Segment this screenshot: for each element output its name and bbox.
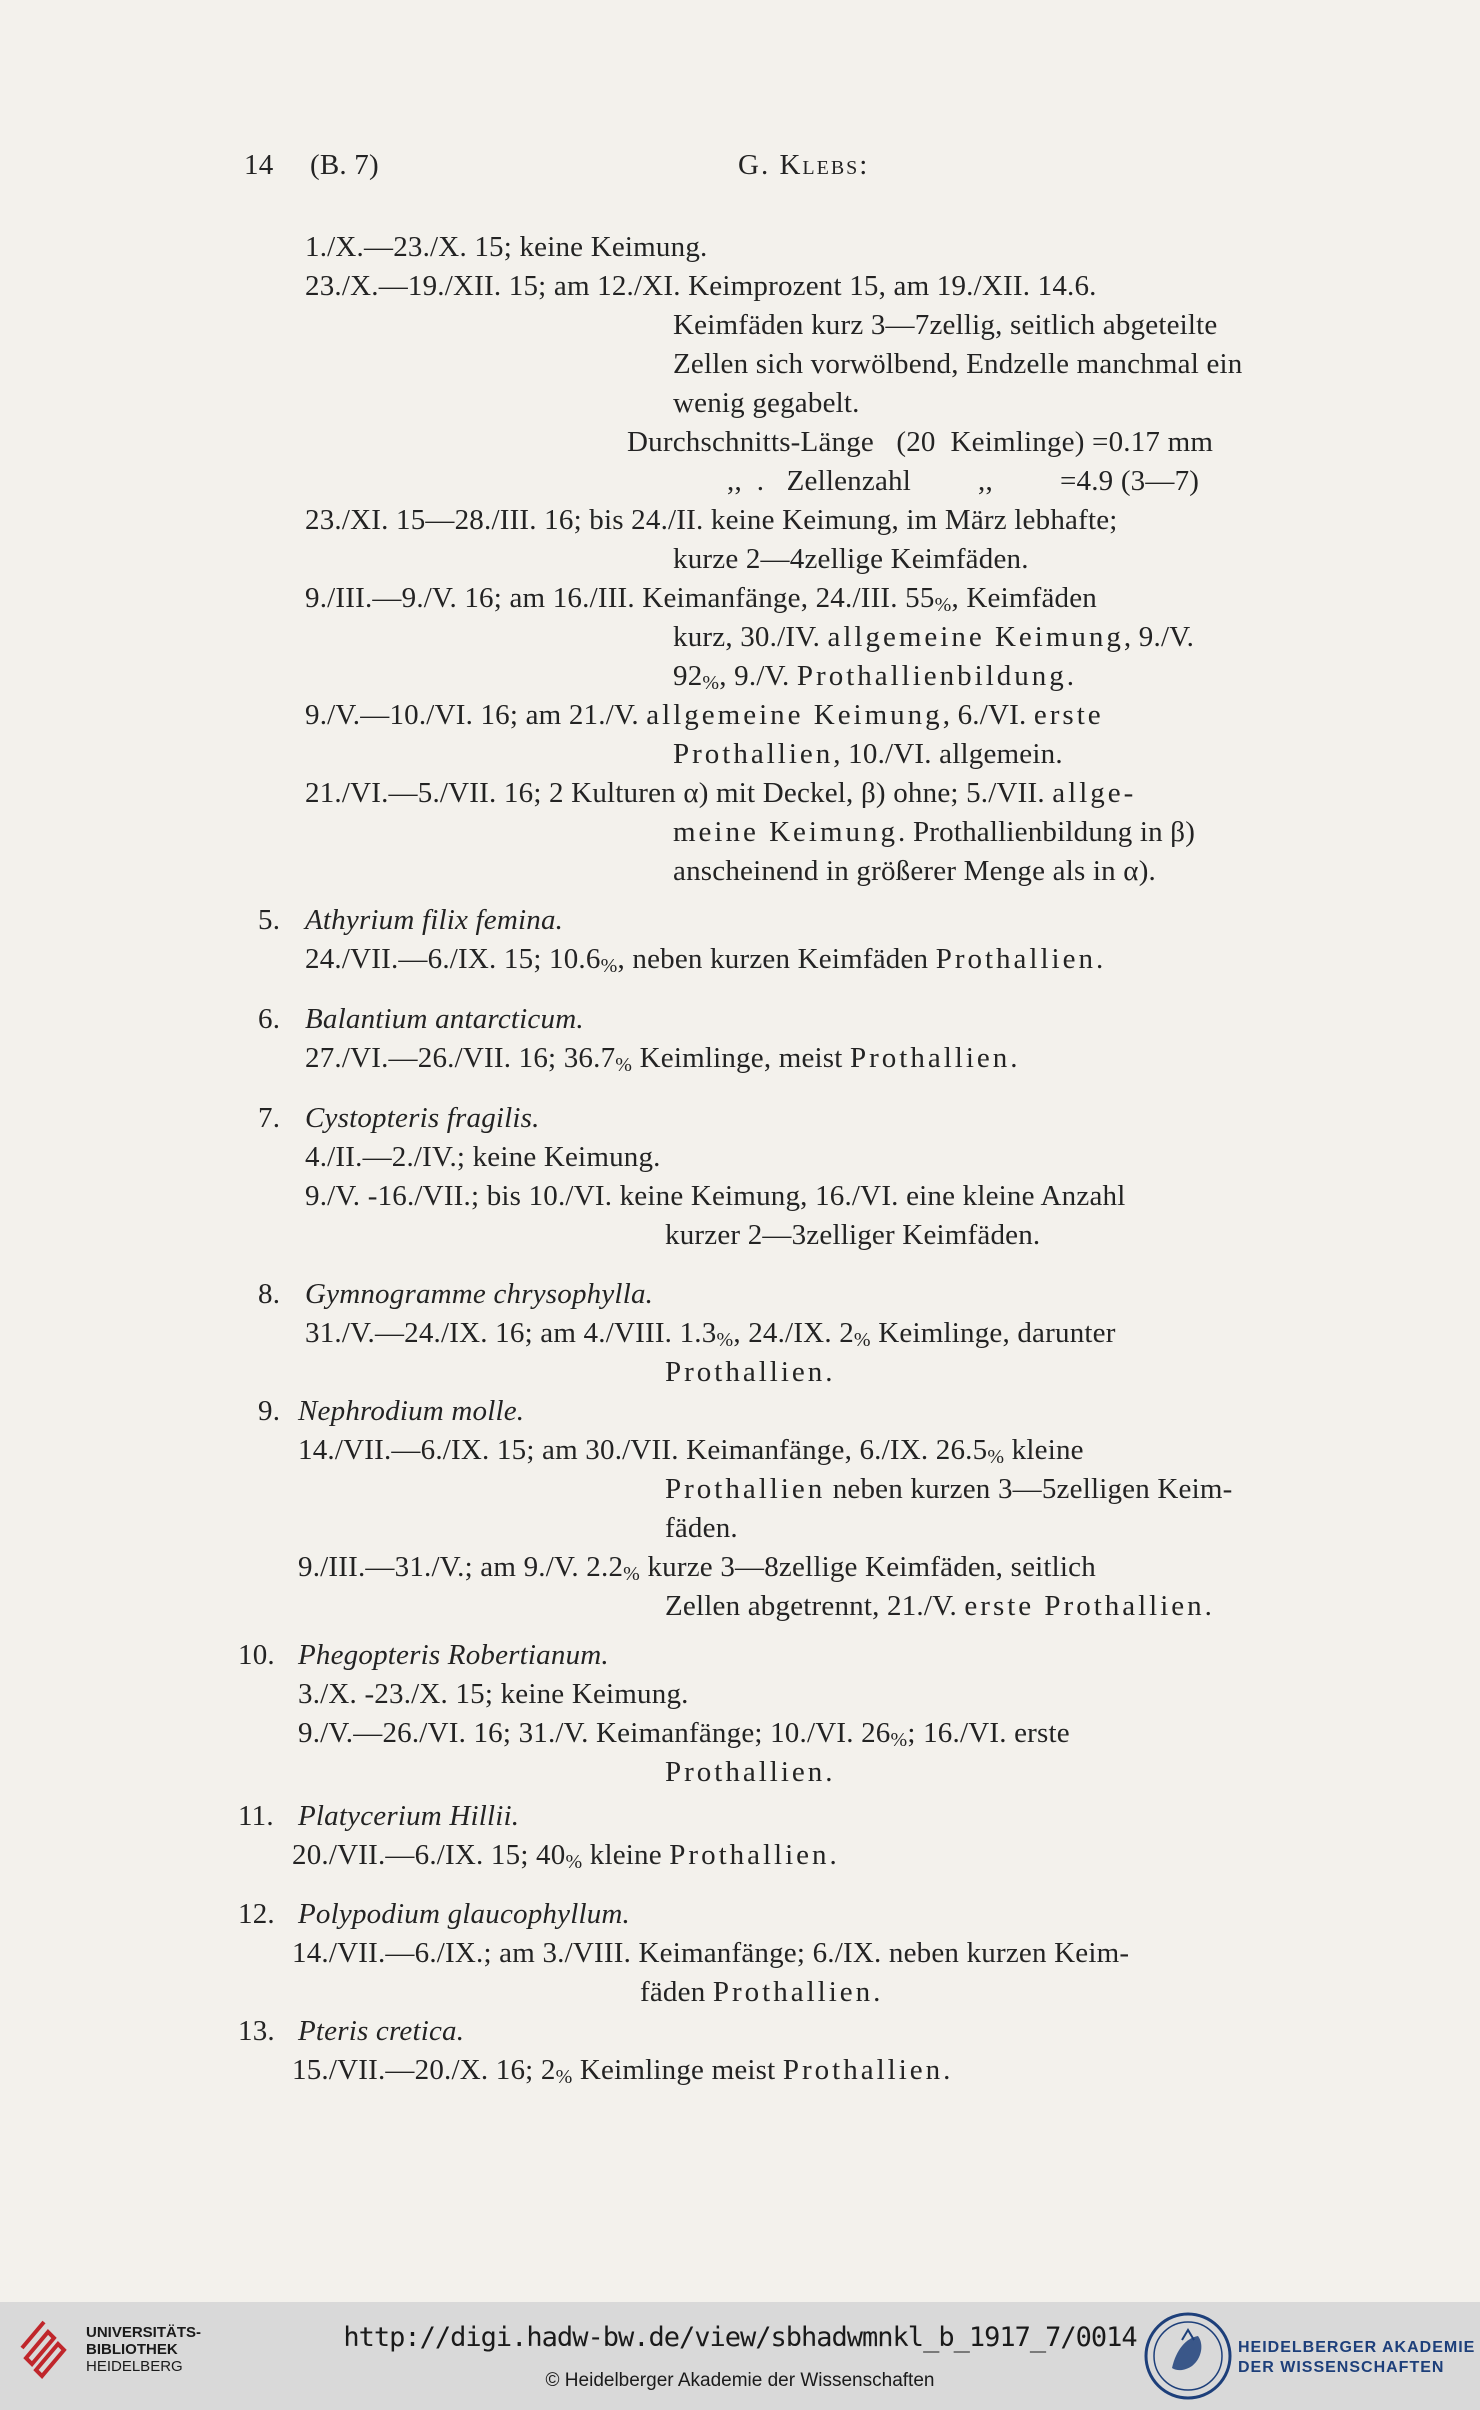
running-author: G. Klebs: [738, 149, 870, 181]
entry-number: 6. [258, 1003, 281, 1035]
text-line: anscheinend in größerer Menge als in α). [673, 855, 1157, 887]
text-line: $92_{\%}$, 9./V. Prothallienbildung. [673, 660, 1078, 694]
digitization-footer [0, 2302, 1480, 2410]
species-name: Platycerium Hillii. [298, 1800, 520, 1832]
text-line: Prothallien neben kurzen 3—5zelligen Keim- [665, 1473, 1233, 1505]
entry-number: 5. [258, 904, 281, 936]
species-name: Polypodium glaucophyllum. [298, 1898, 631, 1930]
text-line: ,, . Zellenzahl ,, =4.9 (3—7) [727, 465, 1200, 497]
text-line: 15./VII.—20./X. 16; $2_{\%}$ Keimlinge meist Prothallien. [292, 2054, 954, 2088]
academy-name: HEIDELBERGER AKADEMIE DER WISSENSCHAFTEN [1238, 2339, 1476, 2376]
permalink-url[interactable]: http://digi.hadw-bw.de/view/sbhadwmnkl_b_1917_7/0014 [343, 2322, 1137, 2353]
entry-number: 12. [238, 1898, 275, 1930]
text-line: 1./X.—23./X. 15; keine Keimung. [305, 231, 708, 263]
text-line: 3./X. -23./X. 15; keine Keimung. [298, 1678, 689, 1710]
text-line: Zellen sich vorwölbend, Endzelle manchmal ein [673, 348, 1243, 380]
text-line: 14./VII.—6./IX.; am 3./VIII. Keimanfänge; 6./IX. neben kurzen Keim- [292, 1937, 1130, 1969]
entry-number: 8. [258, 1278, 281, 1310]
entry-number: 10. [238, 1639, 275, 1671]
text-line: Zellen abgetrennt, 21./V. erste Prothallien. [665, 1590, 1215, 1622]
text-line: Keimfäden kurz 3—7zellig, seitlich abgeteilte [673, 309, 1218, 341]
text-line: kurz, 30./IV. allgemeine Keimung, 9./V. [673, 621, 1195, 653]
text-line: 31./V.—24./IX. 16; am 4./VIII. $1.3_{\%}$, 24./IX. $2_{\%}$ Keimlinge, darunter [305, 1317, 1116, 1351]
species-name: Phegopteris Robertianum. [298, 1639, 609, 1671]
species-name: Balantium antarcticum. [305, 1003, 584, 1035]
text-line: 24./VII.—6./IX. 15; $10.6_{\%}$, neben kurzen Keimfäden Prothallien. [305, 943, 1107, 977]
text-line: 20./VII.—6./IX. 15; $40_{\%}$ kleine Prothallien. [292, 1839, 840, 1873]
text-line: Prothallien, 10./VI. allgemein. [673, 738, 1063, 770]
text-line: wenig gegabelt. [673, 387, 860, 419]
species-name: Pteris cretica. [298, 2015, 465, 2047]
copyright-notice: © Heidelberger Akademie der Wissenschaften [545, 2370, 935, 2391]
text-line: meine Keimung. Prothallienbildung in β) [673, 816, 1196, 848]
text-line: 14./VII.—6./IX. 15; am 30./VII. Keimanfänge, 6./IX. $26.5_{\%}$ kleine [298, 1434, 1084, 1468]
text-line: kurzer 2—3zelliger Keimfäden. [665, 1219, 1041, 1251]
text-line: fäden. [665, 1512, 738, 1544]
text-line: 9./III.—31./V.; am 9./V. $2.2_{\%}$ kurze 3—8zellige Keimfäden, seitlich [298, 1551, 1096, 1585]
section-reference: (B. 7) [310, 149, 379, 181]
text-line: 9./V.—10./VI. 16; am 21./V. allgemeine Keimung, 6./VI. erste [305, 699, 1104, 731]
species-name: Gymnogramme chrysophylla. [305, 1278, 654, 1310]
species-name: Nephrodium molle. [298, 1395, 525, 1427]
text-line: 27./VI.—26./VII. 16; $36.7_{\%}$ Keimlinge, meist Prothallien. [305, 1042, 1021, 1076]
academy-seal-icon [1142, 2310, 1234, 2402]
text-line: 9./III.—9./V. 16; am 16./III. Keimanfänge, 24./III. $55_{\%}$, Keimfäden [305, 582, 1097, 616]
entry-number: 7. [258, 1102, 281, 1134]
text-line: Prothallien. [665, 1356, 836, 1388]
entry-number: 9. [258, 1395, 281, 1427]
page-number: 14 [244, 149, 274, 181]
text-line: Durchschnitts-Länge (20 Keimlinge) =0.17 mm [627, 426, 1214, 458]
entry-number: 11. [238, 1800, 274, 1832]
entry-number: 13. [238, 2015, 275, 2047]
text-line: 23./XI. 15—28./III. 16; bis 24./II. keine Keimung, im März lebhafte; [305, 504, 1118, 536]
text-line: 9./V. -16./VII.; bis 10./VI. keine Keimung, 16./VI. eine kleine Anzahl [305, 1180, 1126, 1212]
text-line: 9./V.—26./VI. 16; 31./V. Keimanfänge; 10./VI. $26_{\%}$; 16./VI. erste [298, 1717, 1070, 1751]
species-name: Athyrium filix femina. [305, 904, 564, 936]
text-line: Prothallien. [665, 1756, 836, 1788]
text-line: 21./VI.—5./VII. 16; 2 Kulturen α) mit Deckel, β) ohne; 5./VII. allge- [305, 777, 1137, 809]
text-line: 23./X.—19./XII. 15; am 12./XI. Keimprozent 15, am 19./XII. 14.6. [305, 270, 1097, 302]
text-line: fäden Prothallien. [640, 1976, 884, 2008]
text-line: 4./II.—2./IV.; keine Keimung. [305, 1141, 661, 1173]
species-name: Cystopteris fragilis. [305, 1102, 540, 1134]
text-line: kurze 2—4zellige Keimfäden. [673, 543, 1029, 575]
library-name: UNIVERSITÄTS- BIBLIOTHEK HEIDELBERG [86, 2324, 202, 2375]
